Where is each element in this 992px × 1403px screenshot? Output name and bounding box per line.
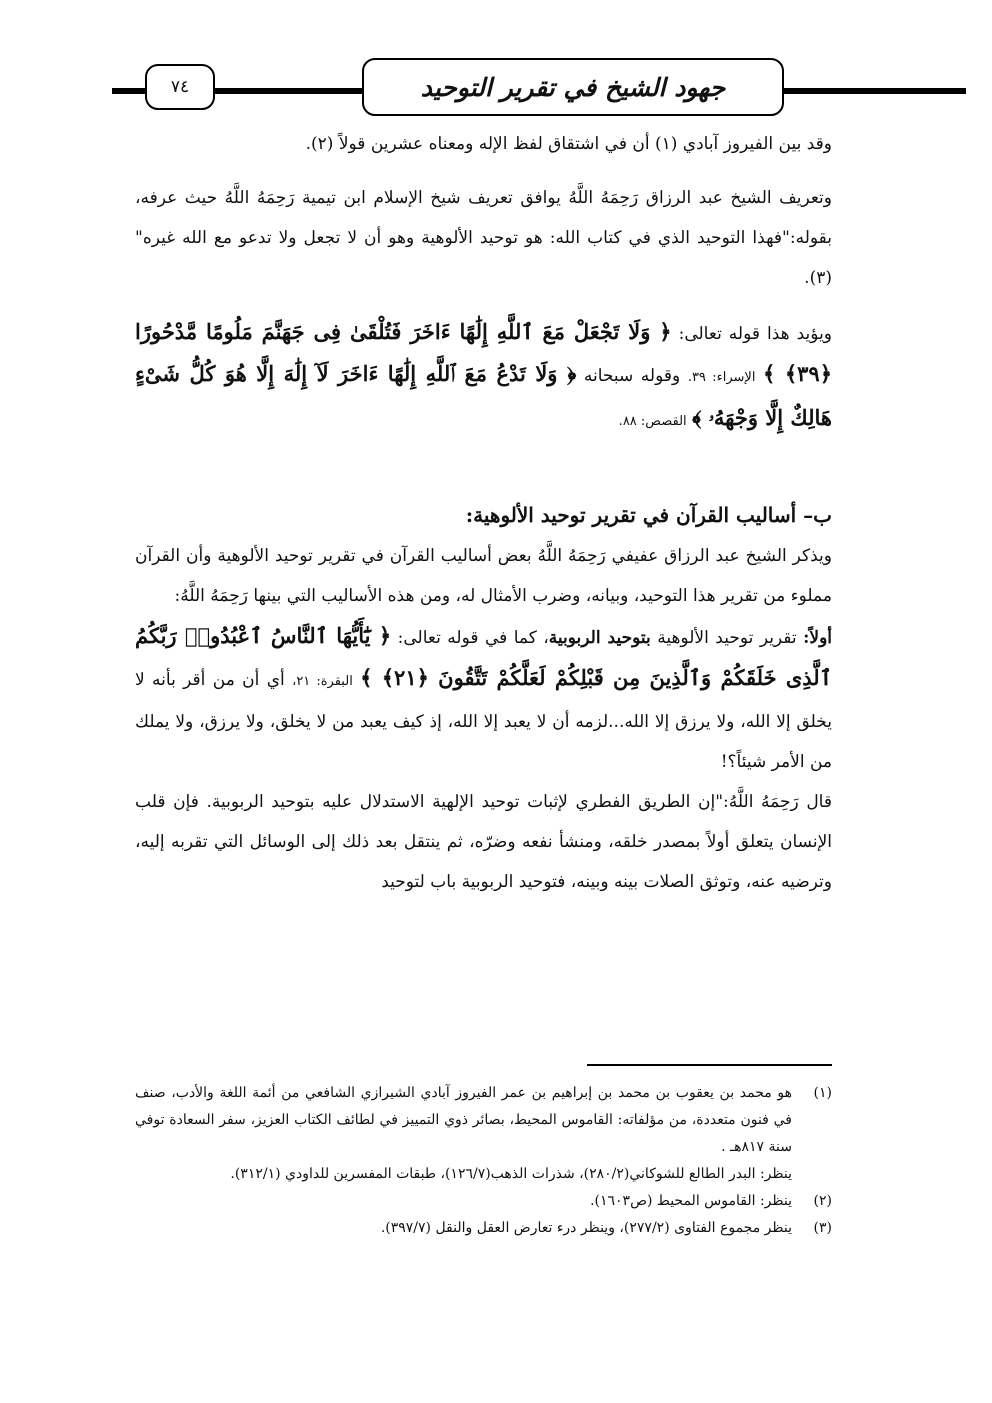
paragraph-3-intro: ويؤيد هذا قوله تعالى: [678, 324, 833, 344]
section-heading: ب– أساليب القرآن في تقرير توحيد الألوهية: [465, 503, 832, 527]
paragraph-5-c: أي أن من أقر بأنه لا يخلق إلا الله، ولا يرزق إلا الله...لزمه أن لا يعبد إلا الله، إذ كيف يعبد من لا يخلق، ولا يرزق، ولا يملك من الأمر شيئاً؟! [135, 670, 832, 772]
verse-isra: ﴿ وَلَا تَجْعَلْ مَعَ ٱللَّهِ إِلَٰهًا ءَاخَرَ فَتُلْقَىٰ فِى جَهَنَّمَ مَلُومًا مَّدْحُورًا ﴿٣٩﴾ ﴾ [135, 319, 833, 386]
verse-qasas-ref: القصص: ٨٨. [618, 414, 687, 429]
footnote-3-text: ينظر مجموع الفتاوى (٢٧٧/٢)، وينظر درء تعارض العقل والنقل (٣٩٧/٧). [380, 1220, 792, 1236]
paragraph-2: وتعريف الشيخ عبد الرزاق رَحِمَهُ اللَّهُ يوافق تعريف شيخ الإسلام ابن تيمية رَحِمَهُ اللَّهُ حيث عرفه، بقوله:"فهذا التوحيد الذي في كتاب الله: هو توحيد الألوهية وهو أن لا تجعل ولا تدعو مع الله غيره"(٣). [135, 188, 832, 288]
main-text [135, 124, 832, 902]
book-title: جهود الشيخ في تقرير التوحيد [362, 58, 784, 116]
header-rule-right [782, 88, 966, 94]
paragraph-5-b: ، كما في قوله تعالى: [397, 628, 549, 648]
verse-baqarah: ﴿ يَٰٓأَيُّهَا ٱلنَّاسُ ٱعْبُدُوا۟ رَبَّكُمُ ٱلَّذِى خَلَقَكُمْ وَٱلَّذِينَ مِن قَبْلِكُمْ لَعَلَّكُمْ تَتَّقُونَ ﴿٢١﴾ ﴾ [135, 623, 833, 690]
footnote-3 [135, 1215, 832, 1242]
paragraph-4: ويذكر الشيخ عبد الرزاق عفيفي رَحِمَهُ اللَّهُ بعض أساليب القرآن في تقرير توحيد الألوهية وأن القرآن مملوء من تقرير هذا التوحيد، وبيانه، وضرب الأمثال له، ومن هذه الأساليب التي بينها رَحِمَهُ اللَّهُ: [135, 546, 832, 606]
footnote-2-text: ينظر: القاموس المحيط (ص١٦٠٣). [590, 1193, 792, 1209]
paragraph-1: وقد بين الفيروز آبادي (١) أن في اشتقاق لفظ الإله ومعناه عشرين قولاً (٢). [305, 134, 832, 154]
footnote-3-number: (٣) [813, 1220, 832, 1236]
footnote-1 [135, 1080, 832, 1161]
footnotes [135, 1080, 832, 1242]
footnote-2 [135, 1188, 832, 1215]
paragraph-3-mid: وقوله سبحانه [583, 366, 681, 386]
verse-baqarah-ref: البقرة: ٢١، [292, 674, 353, 689]
paragraph-3 [135, 312, 832, 442]
footnote-1-text: هو محمد بن يعقوب بن محمد بن إبراهيم بن عمر الفيروز آبادي الشيرازي الشافعي من أئمة اللغة والأدب، صنف في فنون متعددة، من مؤلفاته: القاموس المحيط، بصائر ذوي التمييز في لطائف الكتاب العزيز، سفر السعادة توفي سنة ٨١٧هـ . [135, 1085, 792, 1155]
paragraph-5 [135, 616, 832, 782]
verse-isra-ref: الإسراء: ٣٩. [687, 370, 756, 385]
paragraph-5-lead: أولاً: [803, 628, 833, 648]
verse-qasas: ﴿ وَلَا تَدْعُ مَعَ ٱللَّهِ إِلَٰهًا ءَاخَرَ لَآ إِلَٰهَ إِلَّا هُوَ كُلُّ شَىْءٍ هَالِكٌ إِلَّا وَجْهَهُۥ ﴾ [135, 361, 832, 430]
paragraph-5-bold: بتوحيد الربوبية [548, 628, 651, 648]
page-number: ٧٤ [145, 64, 215, 110]
footnote-1-number: (١) [813, 1085, 832, 1101]
footnote-2-number: (٢) [813, 1193, 832, 1209]
footnote-1-sources: ينظر: البدر الطالع للشوكاني(٢٨٠/٢)، شذرات الذهب(١٢٦/٧)، طبقات المفسرين للداودي (٣١٢/١). [230, 1166, 792, 1182]
footnote-separator [587, 1064, 832, 1066]
paragraph-5-a: تقرير توحيد الألوهية [657, 628, 797, 648]
paragraph-6: قال رَحِمَهُ اللَّهُ:"إن الطريق الفطري لإثبات توحيد الإلهية الاستدلال عليه بتوحيد الربوبية. فإن قلب الإنسان يتعلق أولاً بمصدر خلقه، ومنشأ نفعه وضرّه، ثم ينتقل بعد ذلك إلى الوسائل التي تقربه إليه، وترضيه عنه، وتوثق الصلات بينه وبينه، فتوحيد الربوبية باب لتوحيد [135, 792, 832, 892]
